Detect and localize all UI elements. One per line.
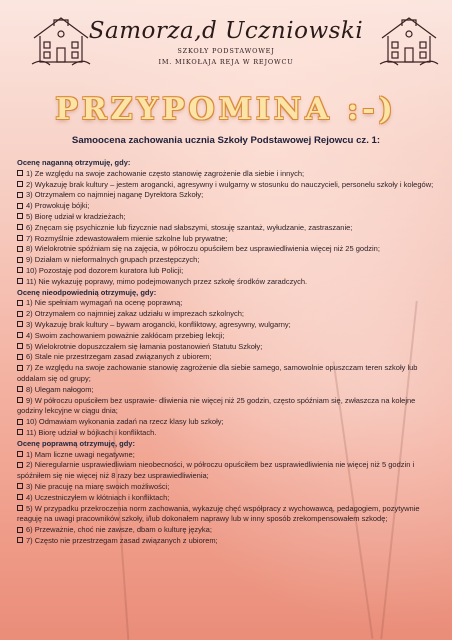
checkbox[interactable] xyxy=(17,505,23,511)
criteria-item xyxy=(17,352,442,363)
brand-line-school: SZKOŁY PODSTAWOWEJ xyxy=(177,47,275,55)
criteria-item xyxy=(17,223,442,234)
checkbox[interactable] xyxy=(17,321,23,327)
criteria-item-text: 5) Wielokrotnie dopuszczałem się łamania postanowień Statutu Szkoły; xyxy=(26,341,263,351)
criteria-item-text: 6) Przeważnie, choć nie zawsze, dbam o kulturę języka; xyxy=(26,525,212,535)
checkbox[interactable] xyxy=(17,300,23,306)
checkbox[interactable] xyxy=(17,181,23,187)
checkbox[interactable] xyxy=(17,170,23,176)
criteria-item-text: 9) Działam w nieformalnych grupach przestępczych; xyxy=(26,255,200,265)
criteria-item xyxy=(17,396,442,418)
criteria-item-text: 4) Uczestniczyłem w kłótniach i konfliktach; xyxy=(26,492,170,502)
criteria-item-text: 4) Swoim zachowaniem poważnie zakłócam przebieg lekcji; xyxy=(26,330,225,340)
criteria-item xyxy=(17,450,442,461)
checkbox[interactable] xyxy=(17,278,23,284)
brand-name: Samorza,d Uczniowski xyxy=(88,18,364,44)
criteria-item xyxy=(17,504,442,526)
page-subtitle: Samoocena zachowania ucznia Szkoły Podstawowej Rejowcu cz. 1: xyxy=(71,135,381,146)
criteria-item xyxy=(17,460,442,482)
criteria-item-text: 2) Nieregularnie usprawiedliwiam nieobecności, w półroczu opuściłem bez usprawiedliwienia nie więcej niż 5 godzin i spóźniłem się nie więcej niż 8 razy bez usprawiedliwienia; xyxy=(17,460,415,481)
criteria-item xyxy=(17,244,442,255)
checkbox[interactable] xyxy=(17,354,23,360)
checkbox[interactable] xyxy=(17,451,23,457)
brand xyxy=(0,18,452,66)
criteria-item-text: 1) Nie spełniam wymagań na ocenę poprawną; xyxy=(26,298,183,308)
brand-line-patron: IM. MIKOŁAJA REJA W REJOWCU xyxy=(158,58,294,66)
criteria-item xyxy=(17,266,442,277)
checkbox[interactable] xyxy=(17,483,23,489)
criteria-item-text: 2) Otrzymałem co najmniej zakaz udziału w imprezach szkolnych; xyxy=(26,309,244,319)
criteria-item xyxy=(17,417,442,428)
section-heading: Ocenę poprawną otrzymuję, gdy: xyxy=(17,438,135,448)
criteria-item-text: 3) Nie pracuję na miarę swoich możliwości; xyxy=(26,481,170,491)
checkbox[interactable] xyxy=(17,537,23,543)
checkbox[interactable] xyxy=(17,429,23,435)
criteria-item-text: 6) Znęcam się psychicznie lub fizycznie nad słabszymi, stosuję szantaż, wyłudzanie, zastraszanie; xyxy=(26,222,353,232)
checkbox[interactable] xyxy=(17,343,23,349)
criteria-item xyxy=(17,342,442,353)
checkbox[interactable] xyxy=(17,527,23,533)
checkbox[interactable] xyxy=(17,203,23,209)
checkbox[interactable] xyxy=(17,419,23,425)
section-heading: Ocenę naganną otrzymuję, gdy: xyxy=(17,158,131,167)
criteria-item xyxy=(17,428,442,439)
header xyxy=(0,0,452,90)
criteria-item xyxy=(17,482,442,493)
checkbox[interactable] xyxy=(17,213,23,219)
criteria-item xyxy=(17,298,442,309)
criteria-item xyxy=(17,331,442,342)
criteria-item-text: 11) Biorę udział w bójkach i konfliktach. xyxy=(26,427,157,437)
checkbox[interactable] xyxy=(17,235,23,241)
page-title: PRZYPOMINA :-) xyxy=(55,92,397,127)
criteria-item xyxy=(17,255,442,266)
checkbox[interactable] xyxy=(17,257,23,263)
checkbox[interactable] xyxy=(17,386,23,392)
checkbox[interactable] xyxy=(17,462,23,468)
criteria-item-text: 3) Otrzymałem co najmniej naganę Dyrektora Szkoły; xyxy=(26,190,204,200)
criteria-item-text: 10) Pozostaję pod dozorem kuratora lub Policji; xyxy=(26,265,184,275)
criteria-item-text: 2) Wykazuję brak kultury – jestem arogancki, agresywny i wulgarny w stosunku do nauczycieli, personelu szkoły i kolegów; xyxy=(26,179,434,189)
criteria-item xyxy=(17,212,442,223)
criteria-item-text: 10) Odmawiam wykonania zadań na rzecz klasy lub szkoły; xyxy=(26,417,224,427)
checkbox[interactable] xyxy=(17,267,23,273)
criteria-item-text: 6) Stale nie przestrzegam zasad związanych z ubiorem; xyxy=(26,352,212,362)
criteria-item xyxy=(17,493,442,504)
criteria-item-text: 5) W przypadku przekroczenia norm zachowania, wykazuję chęć współpracy z wychowawcą, pedagogiem, pozytywnie reaguję na uwagi pracowników szkoły, i/lub dokonałem naprawy lub w inny sposób zrekompensowałem szkodę; xyxy=(17,503,420,524)
criteria-item xyxy=(17,363,442,385)
criteria-item xyxy=(17,385,442,396)
criteria-item xyxy=(17,536,442,547)
criteria-item xyxy=(17,309,442,320)
section-heading: Ocenę nieodpowiednią otrzymuję, gdy: xyxy=(17,287,157,297)
checkbox[interactable] xyxy=(17,365,23,371)
checkbox[interactable] xyxy=(17,246,23,252)
criteria-item-text: 7) Często nie przestrzegam zasad związanych z ubiorem; xyxy=(26,535,218,545)
criteria-item-text: 9) W półroczu opuściłem bez usprawie- dliwienia nie więcej niż 25 godzin, często spóźniam się, zwłaszcza na kolejne godziny lekcyjne w ciągu dnia; xyxy=(17,395,416,416)
criteria-item-text: 11) Nie wykazuję poprawy, mimo podejmowanych przez szkołę środków zaradczych. xyxy=(26,276,308,286)
checkbox[interactable] xyxy=(17,332,23,338)
checkbox[interactable] xyxy=(17,397,23,403)
criteria-item xyxy=(17,277,442,288)
criteria-item-text: 4) Prowokuję bójki; xyxy=(26,201,90,211)
criteria-item-text: 1) Mam liczne uwagi negatywne; xyxy=(26,449,135,459)
criteria-item xyxy=(17,234,442,245)
checkbox[interactable] xyxy=(17,192,23,198)
criteria-item-text: 3) Wykazuję brak kultury – bywam arogancki, konfliktowy, agresywny, wulgarny; xyxy=(26,319,291,329)
criteria-item xyxy=(17,525,442,536)
checkbox[interactable] xyxy=(17,311,23,317)
criteria-list xyxy=(17,158,442,547)
criteria-item xyxy=(17,190,442,201)
checkbox[interactable] xyxy=(17,224,23,230)
criteria-item-text: 8) Ulegam nałogom; xyxy=(26,384,94,394)
criteria-item-text: 7) Ze względu na swoje zachowanie stanowię zagrożenie dla siebie samego, samowolnie opuszczam teren szkoły lub oddalam się od grupy; xyxy=(17,363,418,383)
criteria-item xyxy=(17,180,442,191)
criteria-item-text: 7) Rozmyślnie zdewastowałem mienie szkolne lub prywatne; xyxy=(26,233,228,243)
checkbox[interactable] xyxy=(17,494,23,500)
criteria-item xyxy=(17,169,442,180)
criteria-item-text: 8) Wielokrotnie spóźniam się na zajęcia, w półroczu opuściłem bez usprawiedliwienia więcej niż 25 godzin; xyxy=(26,244,380,254)
criteria-item xyxy=(17,320,442,331)
criteria-item xyxy=(17,201,442,212)
criteria-item-text: 5) Biorę udział w kradzieżach; xyxy=(26,211,126,221)
criteria-item-text: 1) Ze względu na swoje zachowanie często stanowię zagrożenie dla siebie i innych; xyxy=(26,168,305,178)
